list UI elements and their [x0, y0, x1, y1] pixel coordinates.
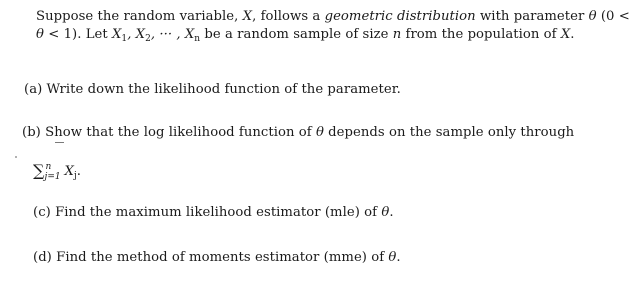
theta-symbol: θ: [315, 125, 324, 140]
n-symbol: n: [392, 27, 402, 42]
period: .: [389, 205, 394, 220]
sample-var: , ··· , X: [150, 27, 195, 42]
subscript: j: [73, 171, 77, 181]
variable-x: X: [560, 27, 571, 42]
pen-mark: [55, 142, 64, 143]
sample-var: , X: [127, 27, 146, 42]
part-d-text: (d) Find the method of moments estimator (mme) of: [33, 250, 389, 265]
part-c-text: (c) Find the maximum likelihood estimator (mle) of: [33, 205, 382, 220]
intro-text: , follows a: [252, 9, 325, 24]
part-b-text: (b) Show that the log likelihood function of: [22, 125, 316, 140]
theta-symbol: θ: [381, 205, 390, 220]
intro-text: < 1). Let: [44, 27, 112, 42]
sum-term: X: [64, 164, 74, 179]
theta-symbol: θ: [388, 250, 397, 265]
sum-symbol: ∑: [33, 161, 45, 180]
intro-line-1: [36, 9, 630, 25]
part-b-text: depends on the sample only through: [323, 125, 575, 140]
intro-text: with parameter: [475, 9, 589, 24]
stray-dot: [15, 156, 17, 158]
variable-x: X: [242, 9, 253, 24]
sum-limits: [44, 162, 64, 182]
sum-upper: n: [45, 162, 52, 172]
part-b-line-1: [22, 125, 574, 141]
subscript: n: [194, 34, 201, 44]
part-d: [33, 250, 401, 266]
part-a-text: (a) Write down the likelihood function of the parameter.: [24, 82, 401, 97]
theta-symbol: θ: [36, 27, 44, 42]
part-b-line-2: [33, 162, 81, 181]
sample-var: X: [111, 27, 122, 42]
subscript: 1: [121, 34, 128, 44]
part-a: [24, 82, 401, 98]
intro-text: from the population of: [401, 27, 561, 42]
subscript: 2: [145, 34, 151, 44]
part-c: [33, 205, 394, 221]
intro-text: Suppose the random variable,: [36, 9, 243, 24]
intro-text: .: [570, 27, 575, 42]
sum-lower: j=1: [44, 172, 61, 182]
theta-symbol: θ: [588, 9, 597, 24]
period: .: [396, 250, 401, 265]
distribution-name: geometric distribution: [324, 9, 476, 24]
intro-text: be a random sample of size: [200, 27, 393, 42]
intro-line-2: [36, 27, 575, 44]
intro-text: (0 <: [596, 9, 630, 24]
period: .: [76, 164, 82, 179]
